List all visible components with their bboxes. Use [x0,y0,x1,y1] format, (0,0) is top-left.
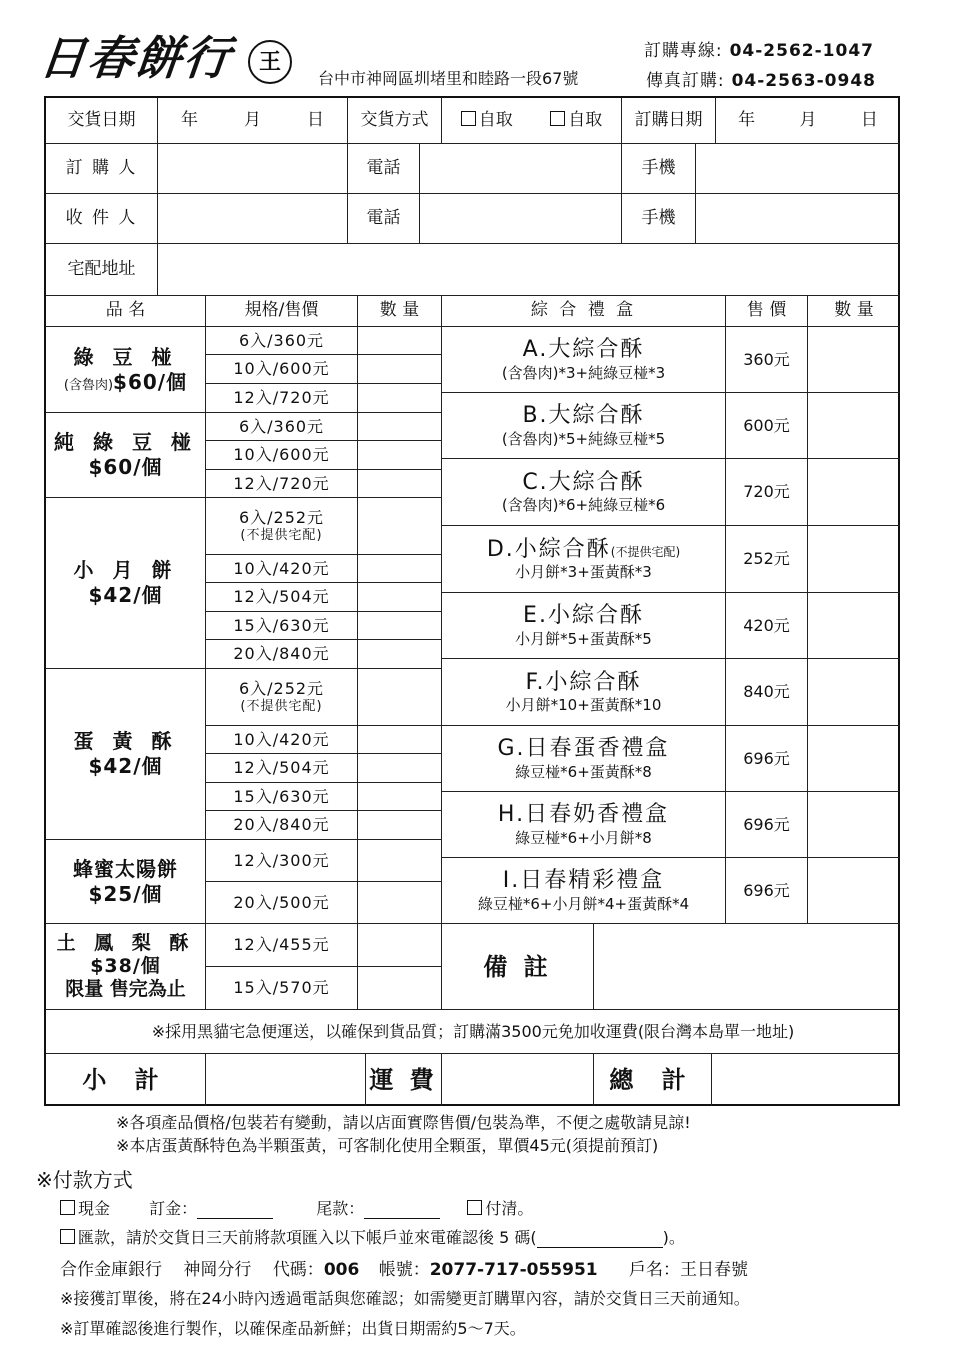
receiver-field[interactable] [158,194,348,244]
col-qty-header: 數 量 [358,296,442,327]
receiver-label: 收 件 人 [46,194,158,244]
cash-checkbox[interactable]: 現金 [60,1199,110,1218]
gift-qty-input[interactable] [808,593,900,659]
payment-title: ※付款方式 [36,1168,133,1192]
receiver-mobile-field[interactable] [696,194,900,244]
gift-price: 252元 [726,526,808,593]
spec-cell: 12入/720元 [206,470,358,498]
remarks-field[interactable] [594,924,900,1010]
product-pineapple-cake: 土 鳳 梨 酥 $38/個 限量 售完為止 [46,924,206,1010]
transfer-digits-field[interactable] [537,1228,663,1248]
gift-price: 840元 [726,659,808,726]
qty-input[interactable] [358,669,442,726]
spec-cell: 6入/360元 [206,327,358,355]
spec-cell: 10入/420元 [206,726,358,754]
receiver-phone-field[interactable] [420,194,622,244]
qty-input[interactable] [358,783,442,811]
qty-input[interactable] [358,441,442,470]
pickup-checkbox[interactable]: 自取 [461,110,513,131]
delivery-date-label: 交貨日期 [46,98,158,144]
product-lvdoupeng: 綠 豆 椪 (含魯肉)$60/個 [46,327,206,413]
gift-box-g: G.日春蛋香禮盒 綠豆椪*6+蛋黃酥*8 [442,726,726,792]
qty-input[interactable] [358,583,442,612]
orderer-field[interactable] [158,144,348,194]
spec-cell: 6入/252元 (不提供宅配) [206,498,358,555]
orderer-phone-label: 電話 [348,144,420,194]
gift-price: 696元 [726,792,808,858]
gift-box-f: F.小綜合酥 小月餅*10+蛋黃酥*10 [442,659,726,726]
gift-price: 720元 [726,459,808,526]
gift-box-a: A.大綜合酥 (含魯肉)*3+純綠豆椪*3 [442,327,726,393]
order-form [44,96,900,1106]
gift-qty-input[interactable] [808,393,900,459]
pickup-checkbox-2[interactable]: 自取 [550,110,602,131]
spec-cell: 10入/600元 [206,355,358,384]
transfer-checkbox[interactable]: 匯款，請於交貨日三天前將款項匯入以下帳戶並來電確認後 5 碼( [60,1228,537,1247]
qty-input[interactable] [358,355,442,384]
order-date-field[interactable]: 年 月 日 [716,98,900,144]
col-qty2-header: 數 量 [808,296,900,327]
subtotal-field[interactable] [206,1054,366,1106]
spec-cell: 20入/840元 [206,811,358,840]
spec-cell: 10入/600元 [206,441,358,470]
total-field[interactable] [712,1054,900,1106]
col-spec-header: 規格/售價 [206,296,358,327]
gift-qty-input[interactable] [808,327,900,393]
payment-transfer-row: 匯款，請於交貨日三天前將款項匯入以下帳戶並來電確認後 5 碼( )。 [60,1225,685,1248]
spec-cell: 12入/504元 [206,583,358,612]
receiver-mobile-label: 手機 [622,194,696,244]
qty-input[interactable] [358,413,442,441]
total-label: 總 計 [594,1054,712,1106]
subtotal-label: 小 計 [46,1054,206,1106]
gift-price: 696元 [726,726,808,792]
delivery-method-label: 交貨方式 [348,98,442,144]
hotline: 訂購專線: 04-2562-1047 [643,41,874,61]
note-production: ※訂單確認後進行製作，以確保產品新鮮；出貨日期需約5～7天。 [60,1319,526,1338]
gift-box-e: E.小綜合酥 小月餅*5+蛋黃酥*5 [442,593,726,659]
gift-qty-input[interactable] [808,726,900,792]
qty-input[interactable] [358,384,442,413]
qty-input[interactable] [358,555,442,583]
col-name-header: 品 名 [46,296,206,327]
remarks-label: 備 註 [442,924,594,1010]
gift-qty-input[interactable] [808,858,900,924]
shipping-fee-field[interactable] [442,1054,594,1106]
balance-field[interactable] [364,1199,440,1219]
qty-input[interactable] [358,882,442,924]
shipping-note: ※採用黑貓宅急便運送，以確保到貨品質；訂購滿3500元免加收運費(限台灣本島單一地址) [46,1010,900,1054]
qty-input[interactable] [358,726,442,754]
qty-input[interactable] [358,811,442,840]
gift-qty-input[interactable] [808,792,900,858]
spec-cell: 20入/840元 [206,640,358,669]
bank-info: 合作金庫銀行 神岡分行 代碼：006 帳號：2077-717-055951 戶名：王日春號 [60,1260,749,1280]
gift-box-d: D.小綜合酥(不提供宅配) 小月餅*3+蛋黃酥*3 [442,526,726,593]
address-field[interactable] [158,244,900,296]
gift-price: 360元 [726,327,808,393]
gift-box-h: H.日春奶香禮盒 綠豆椪*6+小月餅*8 [442,792,726,858]
product-egg-yolk-pastry: 蛋 黃 酥 $42/個 [46,669,206,840]
qty-input[interactable] [358,924,442,967]
qty-input[interactable] [358,498,442,555]
spec-cell: 12入/504元 [206,754,358,783]
spec-cell: 15入/570元 [206,967,358,1010]
shipping-fee-label: 運 費 [366,1054,442,1106]
fax-line: 傳真訂購: 04-2563-0948 [645,71,876,91]
seal-mark: 王 [248,40,292,84]
deposit-field[interactable] [197,1199,273,1219]
address-label: 宅配地址 [46,244,158,296]
gift-price: 600元 [726,393,808,459]
qty-input[interactable] [358,840,442,882]
qty-input[interactable] [358,612,442,640]
qty-input[interactable] [358,327,442,355]
spec-cell: 6入/360元 [206,413,358,441]
orderer-mobile-label: 手機 [622,144,696,194]
col-price-header: 售 價 [726,296,808,327]
gift-box-c: C.大綜合酥 (含魯肉)*6+純綠豆椪*6 [442,459,726,526]
delivery-method-options[interactable] [442,98,622,144]
note-price-change: ※各項產品價格/包裝若有變動，請以店面實際售價/包裝為準，不便之處敬請見諒! [116,1113,691,1132]
spec-cell: 12入/720元 [206,384,358,413]
note-egg-yolk: ※本店蛋黃酥特色為半顆蛋黃，可客制化使用全顆蛋，單價45元(須提前預訂) [116,1136,659,1155]
gift-qty-input[interactable] [808,459,900,526]
shop-address: 台中市神岡區圳堵里和睦路一段67號 [318,69,579,88]
product-pure-lvdoupeng: 純 綠 豆 椪 $60/個 [46,413,206,498]
gift-box-b: B.大綜合酥 (含魯肉)*5+純綠豆椪*5 [442,393,726,459]
spec-cell: 15入/630元 [206,783,358,811]
spec-cell: 15入/630元 [206,612,358,640]
col-gift-header: 綜 合 禮 盒 [442,296,726,327]
payment-cash-row: 現金 訂金： 尾款： 付清。 [60,1196,533,1219]
product-mooncake: 小 月 餅 $42/個 [46,498,206,669]
qty-input[interactable] [358,754,442,783]
orderer-label: 訂 購 人 [46,144,158,194]
gift-qty-input[interactable] [808,659,900,726]
orderer-mobile-field[interactable] [696,144,900,194]
delivery-date-field[interactable]: 年 月 日 [158,98,348,144]
gift-price: 696元 [726,858,808,924]
brand-logo: 日春餅行 [36,31,235,85]
spec-cell: 12入/300元 [206,840,358,882]
spec-cell: 12入/455元 [206,924,358,967]
product-sun-cake: 蜂蜜太陽餅 $25/個 [46,840,206,924]
spec-cell: 6入/252元 (不提供宅配) [206,669,358,726]
spec-cell: 10入/420元 [206,555,358,583]
orderer-phone-field[interactable] [420,144,622,194]
qty-input[interactable] [358,470,442,498]
spec-cell: 20入/500元 [206,882,358,924]
qty-input[interactable] [358,967,442,1010]
gift-box-i: I.日春精彩禮盒 綠豆椪*6+小月餅*4+蛋黃酥*4 [442,858,726,924]
note-confirm-call: ※接獲訂單後，將在24小時內透過電話與您確認；如需變更訂購單內容，請於交貨日三天前通知。 [60,1289,750,1308]
gift-qty-input[interactable] [808,526,900,593]
qty-input[interactable] [358,640,442,669]
paid-checkbox[interactable]: 付清。 [467,1199,533,1218]
gift-price: 420元 [726,593,808,659]
order-date-label: 訂購日期 [622,98,716,144]
receiver-phone-label: 電話 [348,194,420,244]
